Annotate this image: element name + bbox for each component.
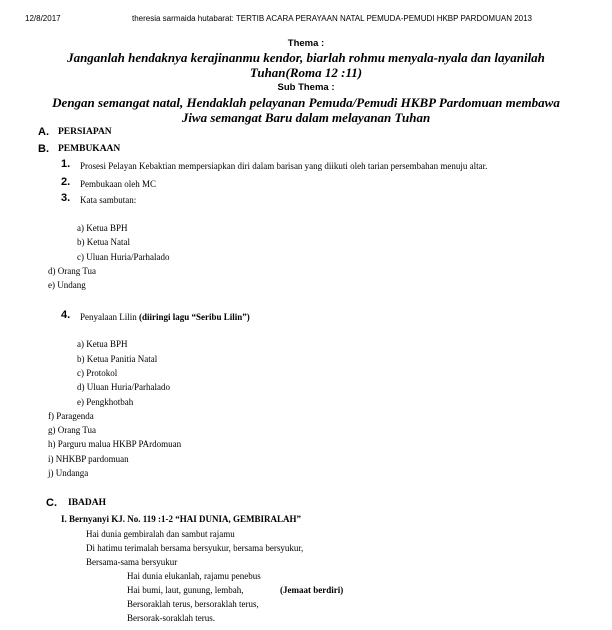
verse-line: Hai dunia elukanlah, rajamu penebus: [127, 571, 261, 581]
sambutan-item: e) Undang: [48, 280, 86, 290]
sambutan-item: c) Uluan Huria/Parhalado: [77, 252, 170, 262]
congregation-note: (Jemaat berdiri): [280, 585, 344, 595]
verse-line: Bersorak-soraklah terus.: [127, 613, 215, 623]
verse-line: Bersama-sama bersyukur: [86, 557, 178, 567]
lilin-item: j) Undanga: [48, 468, 89, 478]
thema-line2: Tuhan(Roma 12 :11): [249, 65, 363, 80]
item-3-number: 3.: [61, 192, 71, 204]
sambutan-item: d) Orang Tua: [48, 266, 97, 276]
verse-line: Hai bumi, laut, gunung, lembah,: [127, 585, 244, 595]
item-2-text: Pembukaan oleh MC: [80, 179, 156, 189]
item-1-number: 1.: [61, 158, 71, 170]
item-4-song: (diiringi lagu “Seribu Lilin”): [138, 312, 250, 322]
verse-line: Bersoraklah terus, bersoraklah terus,: [127, 599, 259, 609]
lilin-item: i) NHKBP pardomuan: [48, 454, 129, 464]
lilin-item: d) Uluan Huria/Parhalado: [77, 382, 170, 392]
item-4-number: 4.: [61, 309, 71, 321]
song-title: I. Bernyanyi KJ. No. 119 :1-2 “HAI DUNIA, GEMBIRALAH”: [61, 514, 302, 524]
subthema-label: Sub Thema :: [277, 82, 335, 93]
lilin-item: a) Ketua BPH: [77, 339, 128, 349]
verse-line: Hai dunia gembiralah dan sambut rajamu: [86, 529, 235, 539]
thema-label: Thema :: [287, 38, 325, 49]
lilin-item: e) Pengkhotbah: [77, 397, 134, 407]
lilin-item: g) Orang Tua: [48, 425, 97, 435]
item-4-text: [80, 312, 250, 322]
header-title: theresia sarmaida hutabarat: TERTIB ACARA PERAYAAN NATAL PEMUDA-PEMUDI HKBP PARDOMUAN 2013: [132, 14, 532, 23]
header-date: 12/8/2017: [25, 14, 61, 23]
thema-line1: Janganlah hendaknya kerajinanmu kendor, biarlah rohmu menyala-nyala dan layanilah: [67, 50, 545, 65]
lilin-item: c) Protokol: [77, 368, 118, 378]
sambutan-item: a) Ketua BPH: [77, 223, 128, 233]
section-b-title: PEMBUKAAN: [58, 144, 121, 154]
verse-line: Di hatimu terimalah bersama bersyukur, bersama bersyukur,: [86, 543, 304, 553]
lilin-item: h) Parguru malua HKBP PArdomuan: [48, 439, 182, 449]
section-c-title: IBADAH: [68, 498, 107, 508]
subthema-line2: Jiwa semangat Baru dalam melayanan Tuhan: [181, 110, 431, 125]
lilin-item: f) Paragenda: [48, 411, 94, 421]
section-a-letter: A.: [38, 126, 49, 138]
sambutan-item: b) Ketua Natal: [77, 237, 130, 247]
item-3-text: Kata sambutan:: [80, 195, 137, 205]
item-4-label: Penyalaan Lilin: [80, 312, 137, 322]
section-a-title: PERSIAPAN: [58, 127, 112, 137]
item-2-number: 2.: [61, 176, 71, 188]
item-1-text: Prosesi Pelayan Kebaktian mempersiapkan diri dalam barisan yang diikuti oleh tarian persembahan menuju altar.: [80, 161, 488, 171]
section-b-letter: B.: [38, 143, 49, 155]
section-c-letter: C.: [46, 497, 57, 509]
lilin-item: b) Ketua Panitia Natal: [77, 354, 158, 364]
subthema-line1: Dengan semangat natal, Hendaklah pelayanan Pemuda/Pemudi HKBP Pardomuan membawa: [52, 95, 560, 110]
